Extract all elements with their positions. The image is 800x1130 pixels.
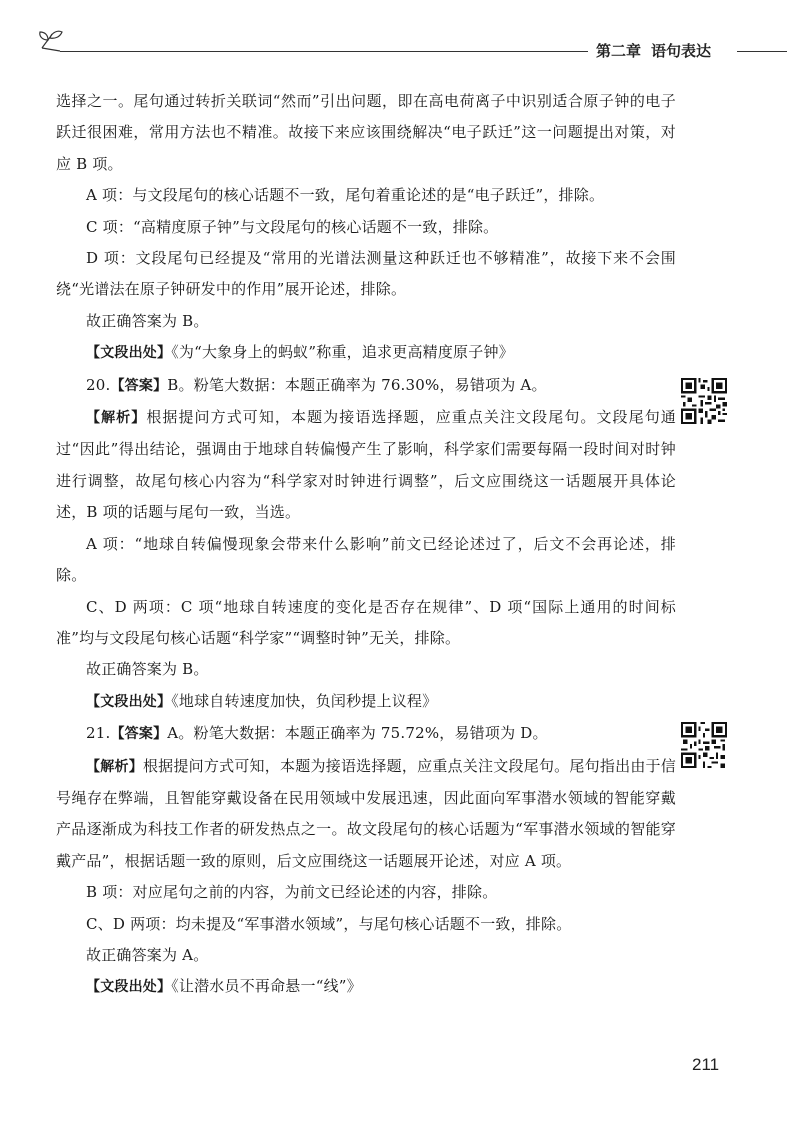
answer-line: 故正确答案为 A。 [86, 945, 209, 964]
qr-code-icon [681, 378, 727, 424]
paragraph: C、D 两项：C 项“地球自转速度的变化是否存在规律”、D 项“国际上通用的时间标准”均与文段尾句核心话题“科学家”“调整时钟”无关，排除。 [56, 597, 676, 647]
analysis-paragraph [56, 402, 676, 529]
answer-heading-21 [56, 718, 676, 750]
source-line [56, 971, 676, 1003]
question-number: 21. [86, 724, 111, 743]
page-number: 211 [692, 1055, 720, 1074]
qr-code-icon [681, 722, 727, 768]
paragraph: A 项：与文段尾句的核心话题不一致，尾句着重论述的是“电子跃迁”，排除。 [86, 186, 605, 205]
answer-tag: 【答案】 [110, 377, 168, 394]
analysis-tag: 【解析】 [86, 758, 143, 775]
analysis-tag: 【解析】 [86, 410, 147, 427]
source-line [56, 686, 676, 718]
source-title: 《为“大象身上的蚂蚁”称重，追求更高精度原子钟》 [171, 343, 514, 362]
chapter-title [596, 40, 711, 61]
paragraph: D 项：文段尾句已经提及“常用的光谱法测量这种跃迁也不够精准”，故接下来不会围绕“光谱法在原子钟研发中的作用”展开论述，排除。 [56, 249, 676, 299]
source-title: 《地球自转速度加快，负闰秒提上议程》 [171, 691, 438, 710]
question-number: 20. [86, 375, 111, 394]
paragraph: B 项：对应尾句之前的内容，为前文已经论述的内容，排除。 [86, 883, 498, 902]
answer-line: 故正确答案为 B。 [86, 311, 209, 330]
chapter-label: 第二章 [596, 42, 642, 60]
source-title: 《让潜水员不再命悬一“线”》 [171, 977, 362, 996]
source-tag: 【文段出处】 [86, 345, 172, 362]
source-line [56, 337, 676, 369]
answer-tag: 【答案】 [110, 726, 168, 743]
answer-line: 故正确答案为 B。 [86, 660, 209, 679]
source-tag: 【文段出处】 [86, 693, 172, 710]
paragraph: C、D 两项：均未提及“军事潜水领域”，与尾句核心话题不一致，排除。 [86, 914, 572, 933]
answer-heading-20 [56, 370, 676, 402]
paragraph: A 项：“地球自转偏慢现象会带来什么影响”前文已经论述过了，后文不会再论述，排除。 [56, 534, 676, 585]
leaf-icon [38, 28, 66, 52]
header-rule-right [737, 51, 787, 52]
answer-text: B。粉笔大数据：本题正确率为 76.30%，易错项为 A。 [167, 375, 547, 394]
answer-text: A。粉笔大数据：本题正确率为 75.72%，易错项为 D。 [167, 724, 548, 743]
section-label: 语句表达 [651, 42, 712, 60]
paragraph: C 项：“高精度原子钟”与文段尾句的核心话题不一致，排除。 [86, 217, 499, 236]
header-rule-left [60, 51, 588, 52]
running-header [0, 0, 800, 70]
analysis-paragraph [56, 751, 676, 878]
analysis-text: 根据提问方式可知，本题为接语选择题，应重点关注文段尾句。文段尾句通过“因此”得出结论，强调由于地球自转偏慢产生了影响，科学家们需要每隔一段时间对时钟进行调整，故尾句核心内容为“科学家对时钟进行调整”，后文应围绕这一话题展开具体论述，B 项的话题与尾句一致，当选。 [56, 408, 676, 522]
analysis-text: 根据提问方式可知，本题为接语选择题，应重点关注文段尾句。尾句指出由于信号绳存在弊端，且智能穿戴设备在民用领域中发展迅速，因此面向军事潜水领域的智能穿戴产品逐渐成为科技工作者的研发热点之一。故文段尾句的核心话题为“军事潜水领域的智能穿戴产品”，根据话题一致的原则，后文应围绕这一话题展开论述，对应 A 项。 [56, 756, 676, 870]
source-tag: 【文段出处】 [86, 979, 172, 996]
paragraph: 选择之一。尾句通过转折关联词“然而”引出问题，即在高电荷离子中识别适合原子钟的电子跃迁很困难，常用方法也不精准。故接下来应该围绕解决“电子跃迁”这一问题提出对策，对应 B 项。 [56, 92, 676, 173]
page-body [56, 86, 676, 1004]
